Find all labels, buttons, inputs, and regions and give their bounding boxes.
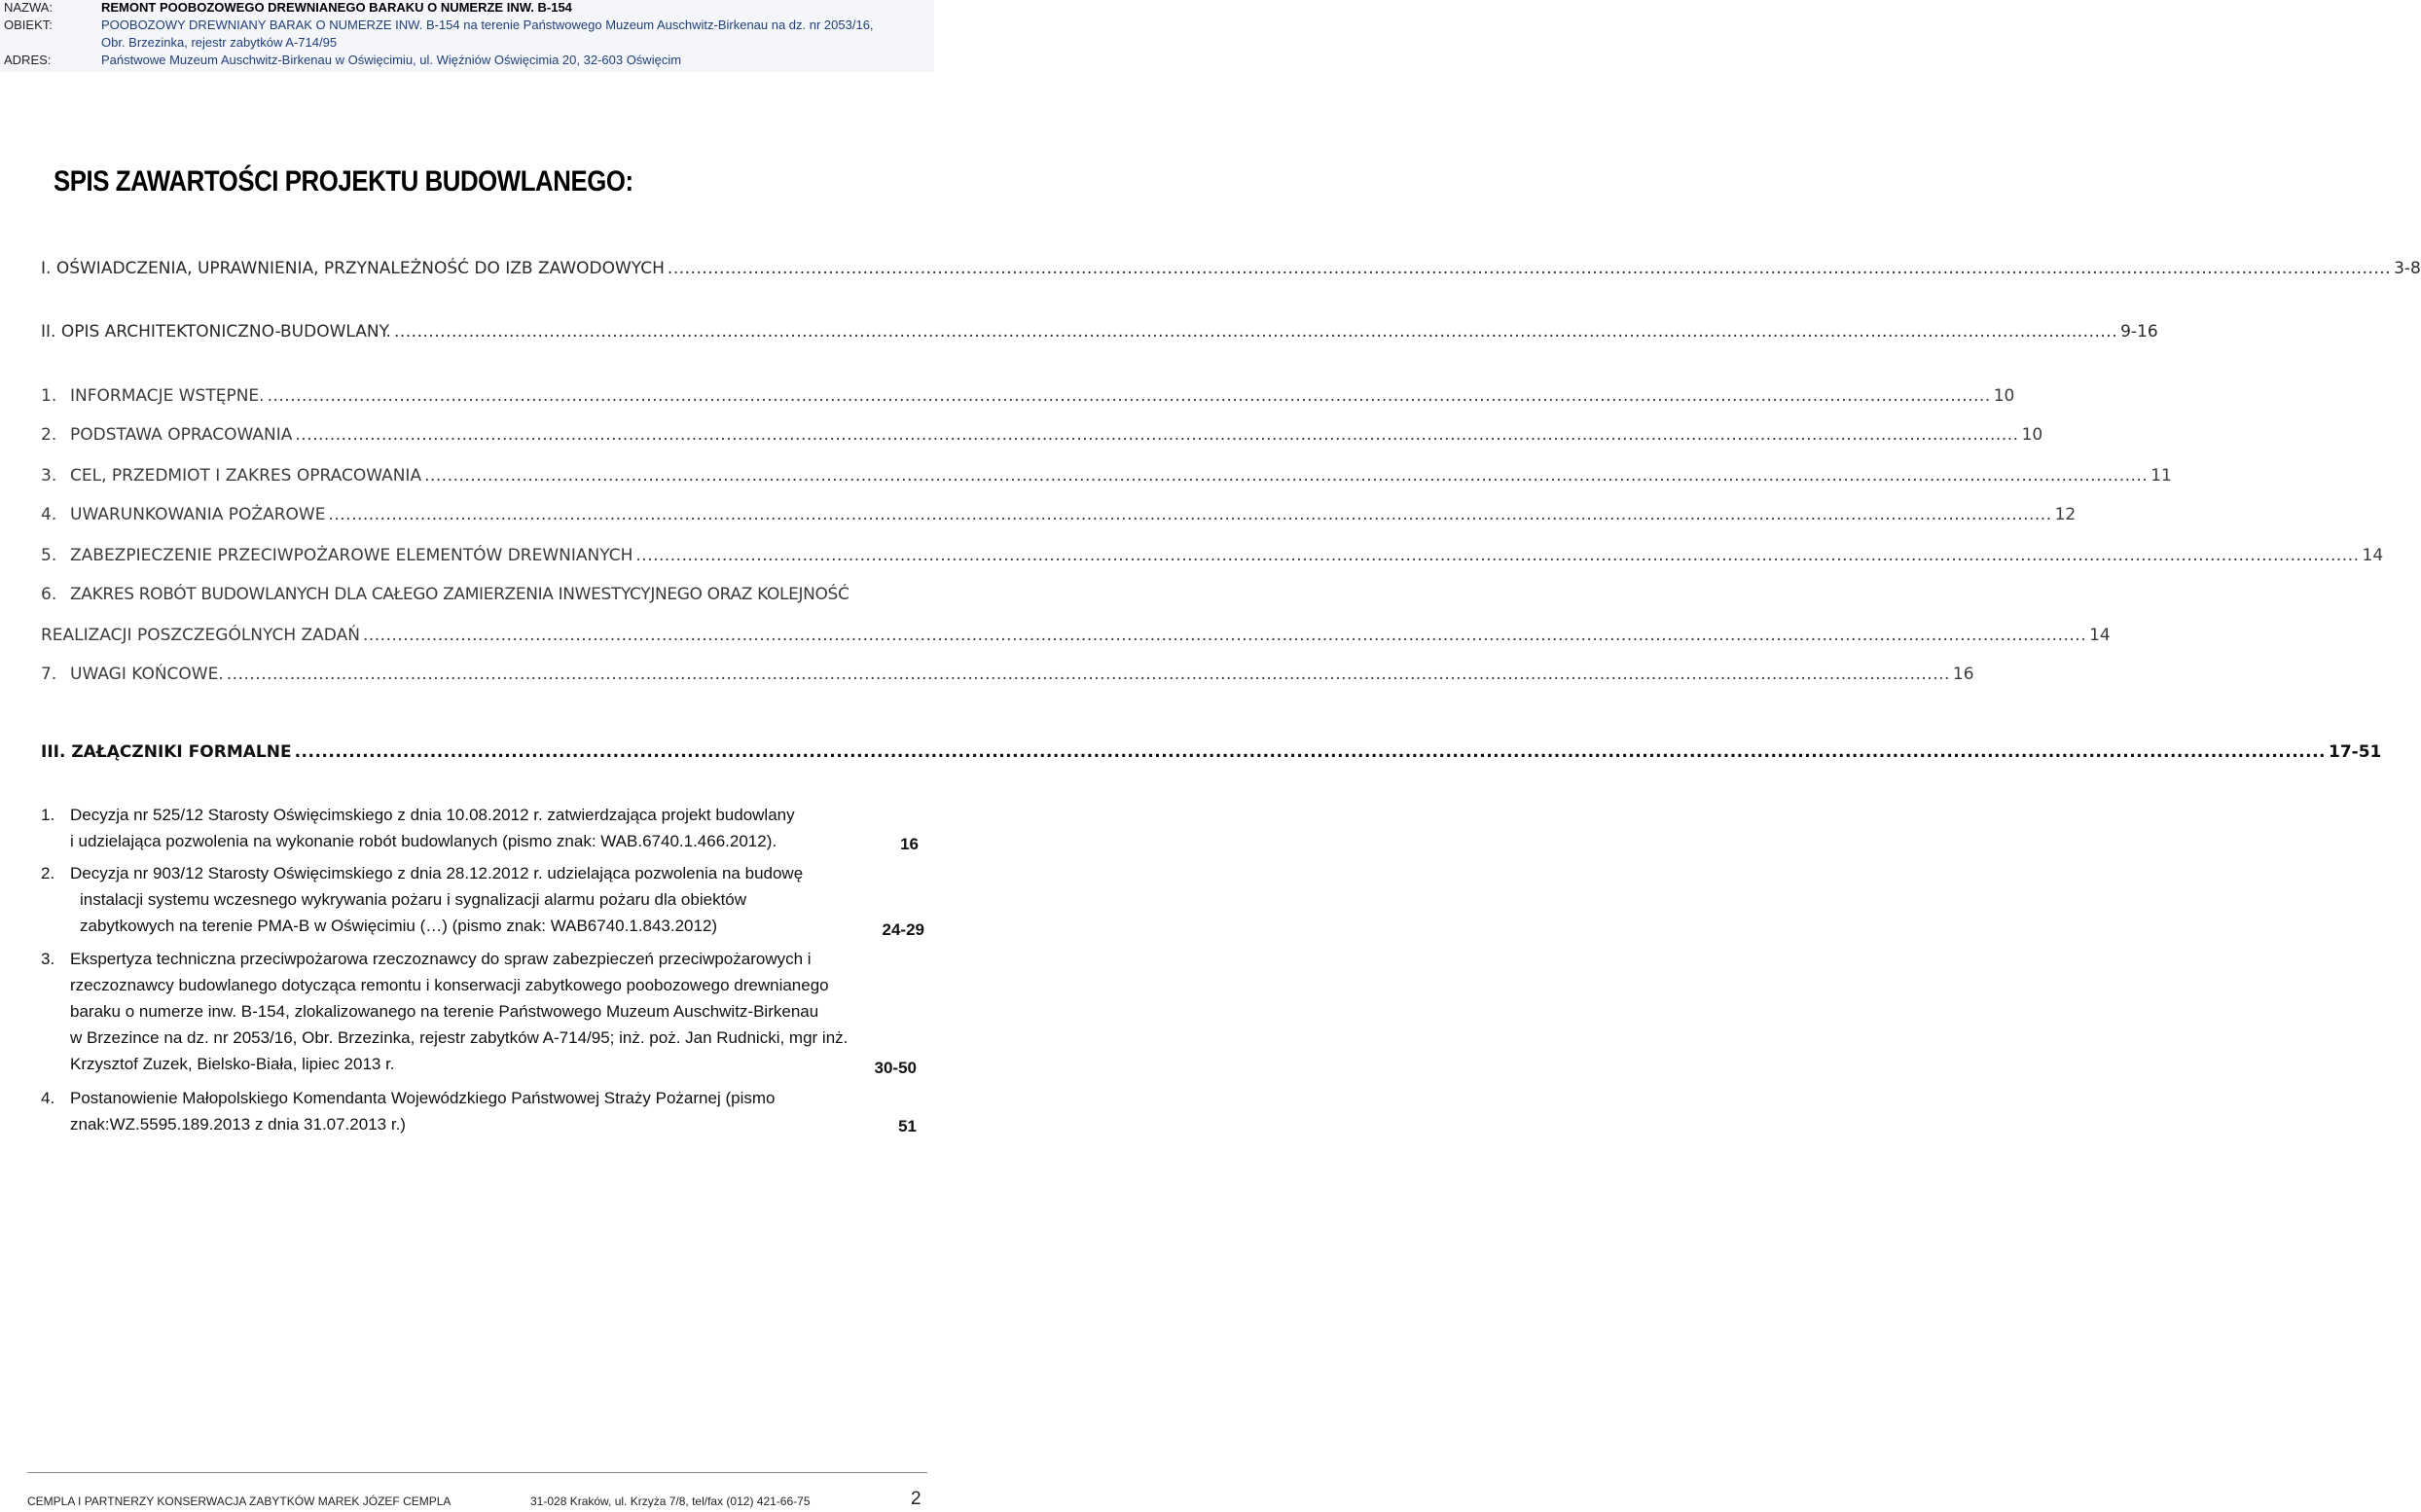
toc-item-page: 12 — [2054, 505, 2077, 524]
toc-section-3-page: 17-51 — [2329, 742, 2382, 762]
attachment-line: zabytkowych na terenie PMA-B w Oświęcimiu (…) (pismo znak: WAB6740.1.843.2012) — [80, 917, 718, 935]
toc-section-3-text: III. ZAŁĄCZNIKI FORMALNE — [41, 742, 292, 762]
attachment-line: Krzysztof Zuzek, Bielsko-Biała, lipiec 2013 r. — [70, 1055, 395, 1073]
toc-section-2-page: 9-16 — [2120, 322, 2158, 342]
toc-item-number: 3. — [41, 466, 57, 486]
toc-item — [41, 466, 2172, 486]
header-object-value-2: Obr. Brzezinka, rejestr zabytków A-714/95 — [101, 35, 338, 50]
toc-item-continued — [41, 626, 2111, 645]
toc-item-page: 16 — [1952, 665, 1974, 684]
attachment-item — [41, 860, 926, 942]
toc-leader-dots: ............................................................................................................................................................................................................................................................................................................ — [294, 742, 2326, 762]
attachment-line: Decyzja nr 903/12 Starosty Oświęcimskiego z dnia 28.12.2012 r. udzielająca pozwolenia na budowę — [70, 864, 804, 882]
attachment-page: 24-29 — [882, 920, 924, 939]
footer-divider — [27, 1472, 927, 1473]
attachment-body — [70, 860, 926, 939]
toc-section-1-page: 3-8 — [2394, 259, 2421, 278]
toc-section-3 — [41, 742, 2382, 762]
header-object-value-1: POOBOZOWY DREWNIANY BARAK O NUMERZE INW. B-154 na terenie Państwowego Muzeum Auschwitz-Birkenau na dz. nr 2053/16, — [101, 18, 874, 32]
toc-item-number: 4. — [41, 505, 57, 524]
toc-leader-dots: ............................................................................................................................................................................................................................................................................................................ — [328, 505, 2052, 524]
attachment-body — [70, 946, 926, 1077]
footer-address: 31-028 Kraków, ul. Krzyża 7/8, tel/fax (012) 421-66-75 — [530, 1494, 811, 1508]
toc-item — [41, 425, 2043, 445]
attachment-line: i udzielająca pozwolenia na wykonanie robót budowlanych (pismo znak: WAB.6740.1.466.2012). — [70, 832, 777, 850]
attachment-number: 3. — [41, 950, 55, 968]
header-object-label: OBIEKT: — [4, 18, 53, 32]
header-address-value: Państwowe Muzeum Auschwitz-Birkenau w Oświęcimiu, ul. Więźniów Oświęcimia 20, 32-603 Oświęcim — [101, 53, 682, 67]
attachment-item — [41, 1085, 926, 1139]
toc-item-page: 10 — [2021, 425, 2043, 445]
toc-item-text: UWARUNKOWANIA POŻAROWE — [70, 505, 326, 524]
toc-section-2 — [41, 322, 2158, 342]
header-name-value: REMONT POOBOZOWEGO DREWNIANEGO BARAKU O NUMERZE INW. B-154 — [101, 0, 572, 15]
toc-leader-dots: ............................................................................................................................................................................................................................................................................................................ — [226, 665, 1950, 684]
header-name-label: NAZWA: — [4, 0, 54, 15]
attachment-line: rzeczoznawcy budowlanego dotycząca remontu i konserwacji zabytkowego poobozowego drewnianego — [70, 976, 829, 994]
toc-leader-dots: ............................................................................................................................................................................................................................................................................................................ — [362, 626, 2087, 645]
toc-leader-dots: ............................................................................................................................................................................................................................................................................................................ — [267, 386, 1991, 406]
attachment-line: znak:WZ.5595.189.2013 z dnia 31.07.2013 r.) — [70, 1115, 406, 1134]
toc-item-number: 6. — [41, 585, 57, 604]
toc-item-page: 14 — [2089, 626, 2111, 645]
attachment-page: 51 — [898, 1117, 917, 1135]
page-title: SPIS ZAWARTOŚCI PROJEKTU BUDOWLANEGO: — [54, 165, 633, 198]
toc-item-text: ZAKRES ROBÓT BUDOWLANYCH DLA CAŁEGO ZAMIERZENIA INWESTYCYJNEGO ORAZ KOLEJNOŚĆ — [70, 585, 849, 604]
toc-item-text: ZABEZPIECZENIE PRZECIWPOŻAROWE ELEMENTÓW DREWNIANYCH — [70, 546, 633, 565]
attachment-number: 4. — [41, 1089, 55, 1107]
toc-item-number: 1. — [41, 386, 57, 406]
footer-page-number: 2 — [911, 1489, 921, 1509]
toc-leader-dots: ............................................................................................................................................................................................................................................................................................................ — [424, 466, 2149, 486]
toc-item — [41, 665, 1974, 684]
toc-item-page: 14 — [2362, 546, 2384, 565]
attachment-item — [41, 802, 926, 856]
attachment-line: Decyzja nr 525/12 Starosty Oświęcimskiego z dnia 10.08.2012 r. zatwierdzająca projekt budowlany — [70, 806, 795, 824]
toc-item — [41, 546, 2384, 565]
attachment-line: Ekspertyza techniczna przeciwpożarowa rzeczoznawcy do spraw zabezpieczeń przeciwpożarowych i — [70, 950, 812, 968]
toc-leader-dots: ............................................................................................................................................................................................................................................................................................................ — [295, 425, 2019, 445]
attachment-page: 30-50 — [874, 1059, 917, 1077]
toc-item-text: UWAGI KOŃCOWE. — [70, 665, 224, 684]
attachment-item — [41, 946, 926, 1082]
toc-item — [41, 386, 2015, 406]
toc-item-text: PODSTAWA OPRACOWANIA — [70, 425, 293, 445]
toc-leader-dots: ............................................................................................................................................................................................................................................................................................................ — [667, 259, 2392, 278]
toc-item-page: 10 — [1993, 386, 2015, 406]
toc-item-number: 2. — [41, 425, 57, 445]
toc-item — [41, 585, 899, 604]
attachment-number: 2. — [41, 864, 55, 882]
attachment-body — [70, 1085, 926, 1137]
toc-item-number: 7. — [41, 665, 57, 684]
attachment-body — [70, 802, 926, 854]
footer-company: CEMPLA I PARTNERZY KONSERWACJA ZABYTKÓW MAREK JÓZEF CEMPLA — [27, 1494, 452, 1508]
attachment-line: Postanowienie Małopolskiego Komendanta Wojewódzkiego Państwowej Straży Pożarnej (pismo — [70, 1089, 776, 1107]
toc-section-1 — [41, 259, 2421, 278]
attachment-page: 16 — [900, 835, 919, 853]
toc-section-2-text: II. OPIS ARCHITEKTONICZNO-BUDOWLANY. — [41, 322, 391, 342]
attachment-number: 1. — [41, 806, 55, 824]
toc-item-text-continued: REALIZACJI POSZCZEGÓLNYCH ZADAŃ — [41, 626, 360, 645]
header-address-label: ADRES: — [4, 53, 52, 67]
toc-item-text: CEL, PRZEDMIOT I ZAKRES OPRACOWANIA — [70, 466, 422, 486]
toc-leader-dots: ............................................................................................................................................................................................................................................................................................................ — [393, 322, 2118, 342]
attachment-line: w Brzezince na dz. nr 2053/16, Obr. Brzezinka, rejestr zabytków A-714/95; inż. poż. Jan Rudnicki, mgr inż. — [70, 1028, 849, 1047]
toc-item-text: INFORMACJE WSTĘPNE. — [70, 386, 265, 406]
attachment-line: instalacji systemu wczesnego wykrywania pożaru i sygnalizacji alarmu pożaru dla obiektów — [80, 890, 747, 909]
toc-leader-dots: ............................................................................................................................................................................................................................................................................................................ — [635, 546, 2360, 565]
toc-item-number: 5. — [41, 546, 57, 565]
toc-section-1-text: I. OŚWIADCZENIA, UPRAWNIENIA, PRZYNALEŻNOŚĆ DO IZB ZAWODOWYCH — [41, 259, 665, 278]
toc-item — [41, 505, 2077, 524]
toc-item-page: 11 — [2150, 466, 2172, 486]
attachment-line: baraku o numerze inw. B-154, zlokalizowanego na terenie Państwowego Muzeum Auschwitz-Birkenau — [70, 1002, 819, 1021]
